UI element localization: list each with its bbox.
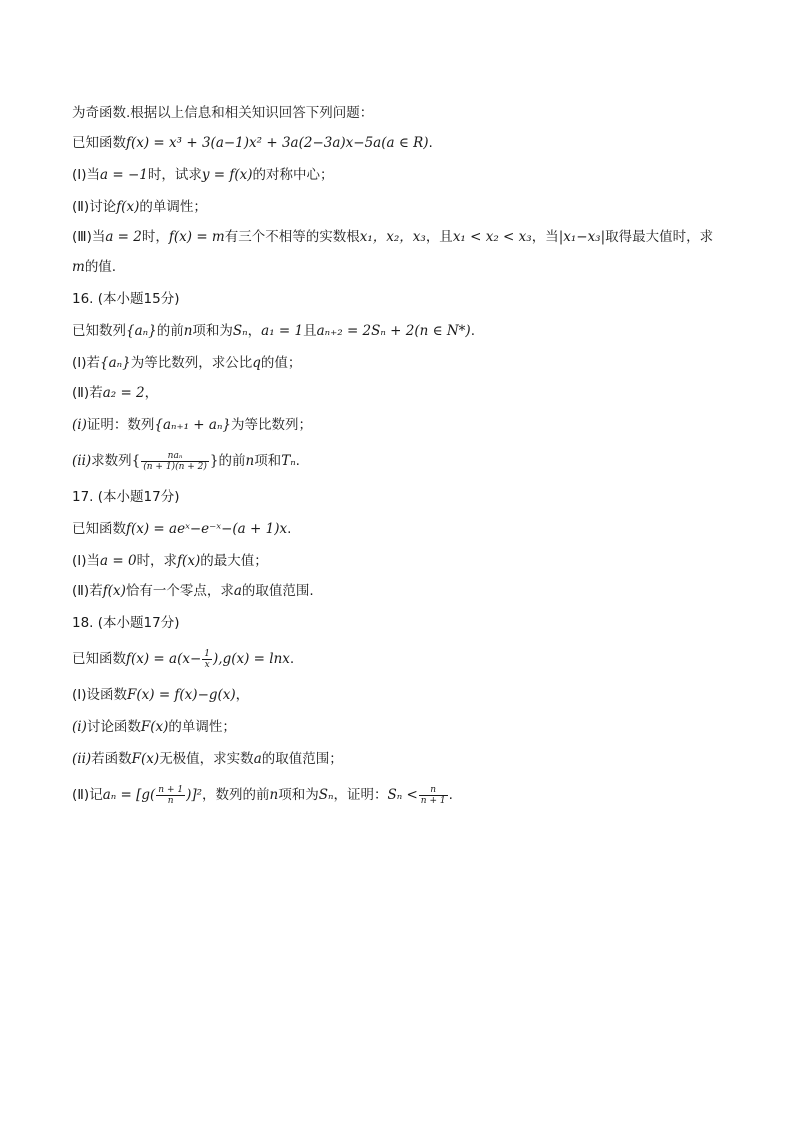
q15-p3-mark: (Ⅲ) (72, 229, 92, 245)
q18-stem-f1: f(x) = a(x− (126, 651, 202, 667)
q18-stem-end: . (289, 651, 295, 667)
q15-part3 (72, 228, 713, 246)
q17-p2-mid: 恰有一个零点，求 (125, 583, 234, 599)
q16-rec: aₙ₊₂ = 2Sₙ + 2(n ∈ N*) (316, 323, 471, 339)
q16-p1-end: 的值； (260, 355, 302, 371)
q17-p1-cond: a = 0 (100, 553, 137, 569)
q16-n: n (183, 323, 193, 339)
q18-p2-fraction (156, 785, 185, 806)
q16-seq: {aₙ} (126, 323, 157, 339)
q17-p2-end: 的取值范围. (241, 583, 314, 599)
q17-stem-pre: 已知函数 (72, 521, 126, 537)
q18-part1-ii (72, 750, 343, 768)
q15-p3-end: 的值. (84, 259, 117, 275)
q15-p1-pre: 当 (86, 167, 101, 183)
q18-header (72, 614, 179, 632)
q15-p1-mark: (Ⅰ) (72, 167, 87, 183)
q15-p3-var: m (72, 259, 85, 275)
q16-pii-pre: 求数列 (91, 453, 132, 469)
q15-p2-mark: (Ⅱ) (72, 199, 90, 215)
q18-pii-end: 的取值范围； (261, 751, 343, 767)
q17-p1-mid: 时，求 (136, 553, 178, 569)
q16-p2-pre: 若 (89, 385, 103, 401)
intro-line (72, 104, 373, 122)
q16-pii-num: naₙ (141, 451, 209, 462)
q15-p3-t4: ，当 (531, 229, 559, 245)
q16-pii-fraction (141, 451, 209, 472)
q18-p2-iden: n + 1 (420, 795, 446, 806)
q16-p1-seq: {aₙ} (100, 355, 131, 371)
q15-part3-cont (72, 258, 116, 276)
q15-p2-pre: 讨论 (89, 199, 117, 215)
q18-pi-pre: 讨论函数 (86, 719, 141, 735)
q17-p2-func: f(x) (102, 583, 126, 599)
q18-p1-mark: (Ⅰ) (72, 687, 87, 703)
q15-stem-formula: f(x) = x³ + 3(a−1)x² + 3a(2−3a)x−5a(a ∈ R) (126, 135, 429, 151)
q15-p3-abs: |x₁−x₃| (558, 229, 606, 245)
q18-p1-end: ， (235, 687, 250, 703)
q15-p1-cond: a = −1 (100, 167, 148, 183)
q15-p3-t5: 取得最大值时，求 (605, 229, 714, 245)
q16-pi-mark: (i) (72, 417, 87, 433)
q15-p1-end: 的对称中心； (252, 167, 334, 183)
q16-header (72, 290, 179, 308)
q16-pii-end: . (295, 453, 300, 469)
q18-p2-t2: 项和为 (278, 787, 319, 803)
q17-p1-func: f(x) (177, 553, 201, 569)
q17-p1-end: 的最大值； (200, 553, 268, 569)
q18-p2-f2: )]² (186, 787, 203, 803)
q15-p3-cond: a = 2 (105, 229, 142, 245)
q16-pii-t1: 的前 (218, 453, 246, 469)
q17-stem-formula: f(x) = aeˣ−e⁻ˣ−(a + 1)x (126, 521, 288, 537)
q16-p1-pre: 若 (86, 355, 101, 371)
q18-stem-fraction (202, 649, 212, 670)
q16-Sn: Sₙ (232, 323, 248, 339)
q18-p2-fden: n (167, 795, 174, 806)
q15-p2-func: f(x) (116, 199, 140, 215)
q15-part1 (72, 166, 334, 184)
q16-part2 (72, 384, 158, 402)
q17-p2-mark: (Ⅱ) (72, 583, 90, 599)
q15-p3-t3: ，且 (425, 229, 453, 245)
q18-header-text: 18. (本小题17分) (72, 615, 180, 631)
q16-stem (72, 322, 475, 340)
q18-p2-ineq: Sₙ < (387, 787, 418, 803)
q18-p2-end: . (448, 787, 453, 803)
q18-p2-pre: 记 (89, 787, 103, 803)
q16-p1-mark: (Ⅰ) (72, 355, 87, 371)
q15-p2-end: 的单调性； (139, 199, 207, 215)
q17-p2-pre: 若 (89, 583, 103, 599)
q16-pi-seq: {aₙ₊₁ + aₙ} (154, 417, 232, 433)
q18-stem (72, 646, 294, 672)
q18-pii-func: F(x) (131, 751, 160, 767)
q18-pi-end: 的单调性； (168, 719, 236, 735)
q17-part1 (72, 552, 268, 570)
q15-p3-order: x₁ < x₂ < x₃ (452, 229, 532, 245)
q16-pii-n: n (245, 453, 255, 469)
q16-p1-q: q (252, 355, 261, 371)
q17-stem-end: . (287, 521, 292, 537)
q18-p2-t1: ，数列的前 (202, 787, 270, 803)
q18-stem-f2: ),g(x) = lnx (213, 651, 290, 667)
q17-header-text: 17. (本小题17分) (72, 489, 180, 505)
q16-p1-mid: 为等比数列，求公比 (130, 355, 253, 371)
q16-part1 (72, 354, 301, 372)
q16-part2-ii: (ii)求数列{ $\frac{\text{naₙ}}{(n + 1)(n + 2)}$ }的前n项和Tₙ. (72, 450, 300, 472)
q15-stem-pre: 已知函数 (72, 135, 126, 151)
q15-stem (72, 134, 433, 152)
q16-stem-end: . (470, 323, 476, 339)
q18-p2-S: Sₙ (318, 787, 334, 803)
q16-part2-i (72, 416, 312, 434)
q16-stem-t1: 的前 (156, 323, 184, 339)
q18-p1-pre: 设函数 (86, 687, 128, 703)
q18-pi-func: F(x) (140, 719, 169, 735)
q15-p3-pre: 当 (91, 229, 106, 245)
q16-pi-pre: 证明：数列 (86, 417, 155, 433)
q16-cond: a₁ = 1 (261, 323, 304, 339)
q18-p2-t3: ，证明： (333, 787, 388, 803)
q16-header-text: 16. (本小题15分) (72, 291, 180, 307)
q18-p2-inum: n (419, 785, 448, 796)
q18-pii-pre: 若函数 (91, 751, 132, 767)
q17-stem (72, 520, 291, 538)
q15-p3-eq: f(x) = m (168, 229, 225, 245)
q16-p2-mark: (Ⅱ) (72, 385, 90, 401)
q18-stem-pre: 已知函数 (72, 651, 126, 667)
q18-p2-n: n (269, 787, 279, 803)
q15-stem-end: . (428, 135, 433, 151)
q18-part2 (72, 782, 453, 808)
q15-p3-t1: 时， (141, 229, 169, 245)
q17-p2-var: a (233, 583, 242, 599)
q16-pi-end: 为等比数列； (231, 417, 313, 433)
q18-part1-i (72, 718, 236, 736)
intro-text: 为奇函数.根据以上信息和相关知识回答下列问题： (72, 105, 374, 121)
q15-part2 (72, 198, 207, 216)
q17-header (72, 488, 179, 506)
q18-p2-ineq-fraction (419, 785, 448, 806)
q17-p1-pre: 当 (86, 553, 101, 569)
q18-p2-mark: (Ⅱ) (72, 787, 90, 803)
q17-part2 (72, 582, 314, 600)
q16-pii-mark: (ii) (72, 453, 92, 469)
q16-stem-t4: 且 (303, 323, 317, 339)
q18-pii-var: a (253, 751, 262, 767)
q16-pii-t2: 项和 (254, 453, 282, 469)
q18-pii-mark: (ii) (72, 751, 92, 767)
q18-stem-fnum: 1 (204, 648, 211, 659)
q16-p2-cond: a₂ = 2 (102, 385, 145, 401)
q15-p3-t2: 有三个不相等的实数根 (224, 229, 360, 245)
q15-p1-func: y = f(x) (201, 167, 253, 183)
q16-p2-end: ， (144, 385, 159, 401)
q15-p3-roots: x₁，x₂，x₃ (359, 229, 426, 245)
q15-p1-mid: 时，试求 (147, 167, 202, 183)
q18-p2-f1: aₙ = [g( (102, 787, 156, 803)
q16-pii-den: (n + 1)(n + 2) (143, 461, 207, 472)
q16-stem-pre: 已知数列 (72, 323, 126, 339)
q18-pii-mid: 无极值，求实数 (159, 751, 254, 767)
q16-stem-t3: ， (247, 323, 262, 339)
q18-stem-fden: x (204, 659, 210, 670)
q18-p1-formula: F(x) = f(x)−g(x) (127, 687, 236, 703)
q16-pii-T: Tₙ (281, 453, 296, 469)
q18-part1 (72, 686, 249, 704)
q18-p2-fnum: n + 1 (158, 784, 184, 795)
q18-pi-mark: (i) (72, 719, 87, 735)
q17-p1-mark: (Ⅰ) (72, 553, 87, 569)
q16-stem-t2: 项和为 (192, 323, 233, 339)
